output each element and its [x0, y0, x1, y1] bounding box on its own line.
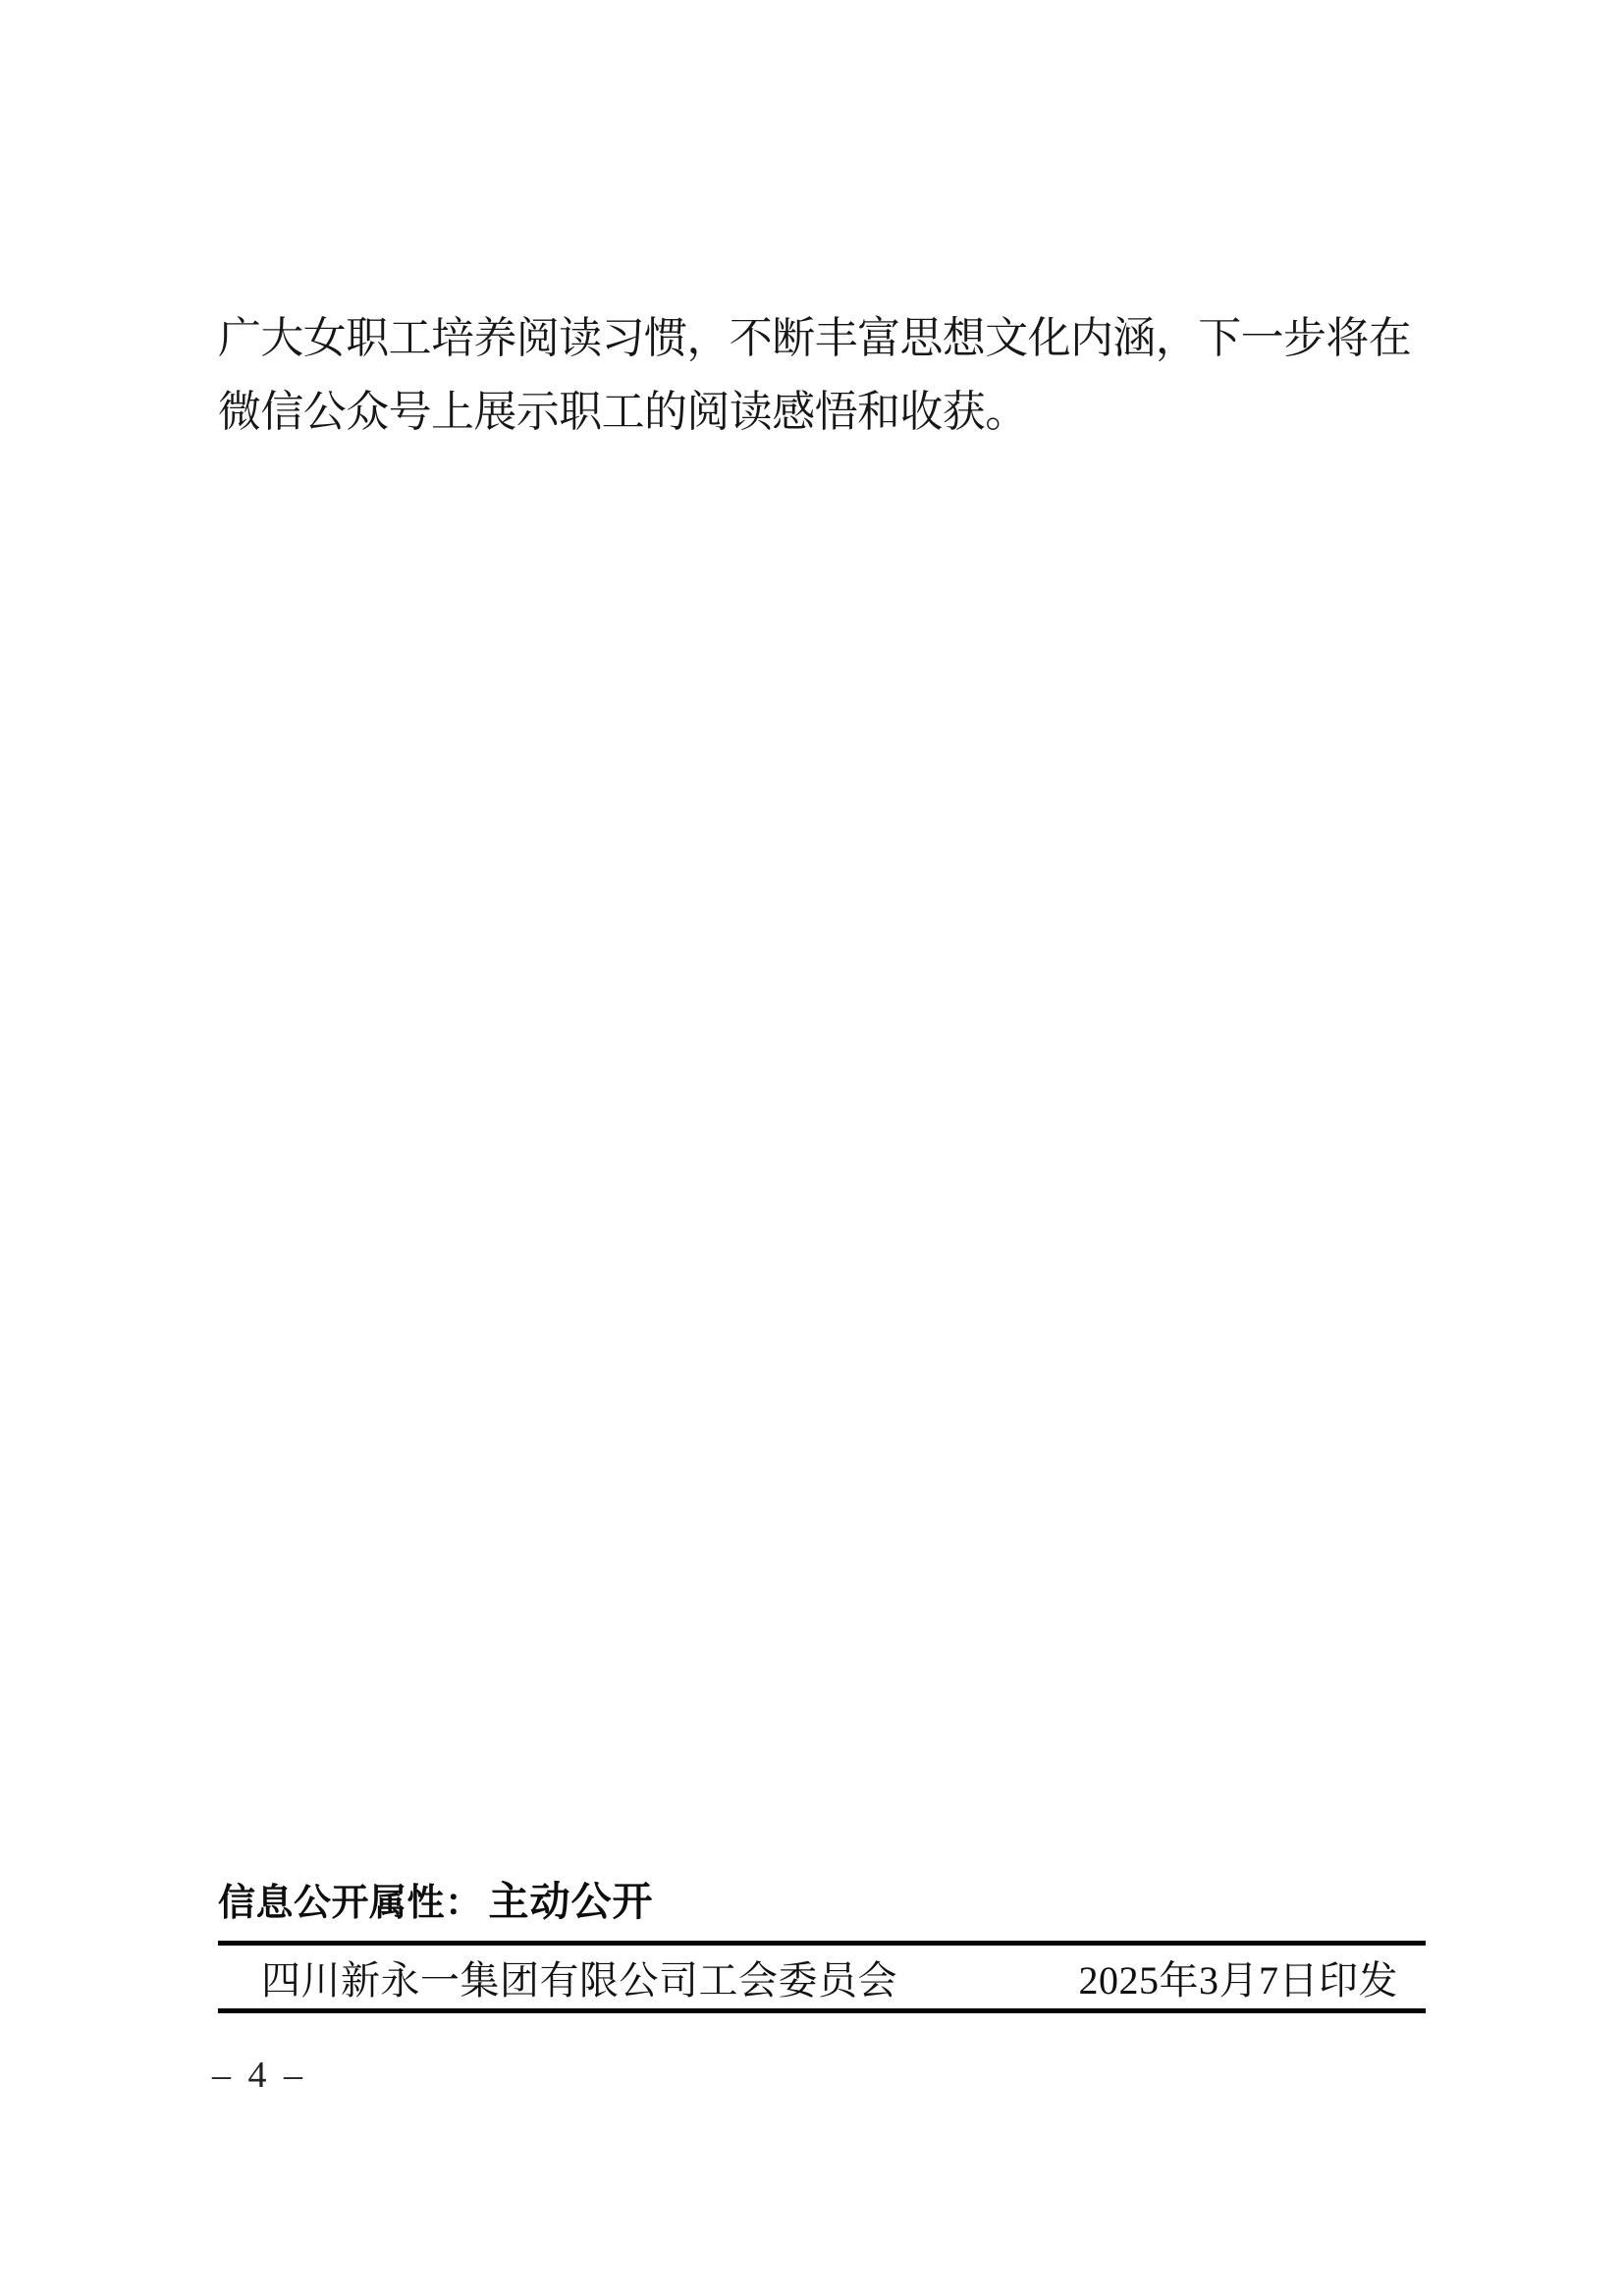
paragraph-line-1: 广大女职工培养阅读习惯，不断丰富思想文化内涵，下一步将在 — [218, 314, 1412, 362]
print-date: 2025年3月7日印发 — [1078, 1957, 1398, 2002]
paragraph-line-2: 微信公众号上展示职工的阅读感悟和收获。 — [218, 388, 1028, 436]
disclosure-value: 主动公开 — [488, 1879, 654, 1924]
page-number: – 4 – — [212, 2055, 306, 2096]
issuer-name: 四川新永一集团有限公司工会委员会 — [261, 1957, 897, 2002]
disclosure-row — [218, 1878, 654, 1925]
colophon-row — [218, 1946, 1426, 2008]
body-paragraph — [218, 301, 1422, 449]
footer-rule-bottom — [218, 2008, 1426, 2013]
disclosure-label: 信息公开属性： — [218, 1883, 483, 1924]
